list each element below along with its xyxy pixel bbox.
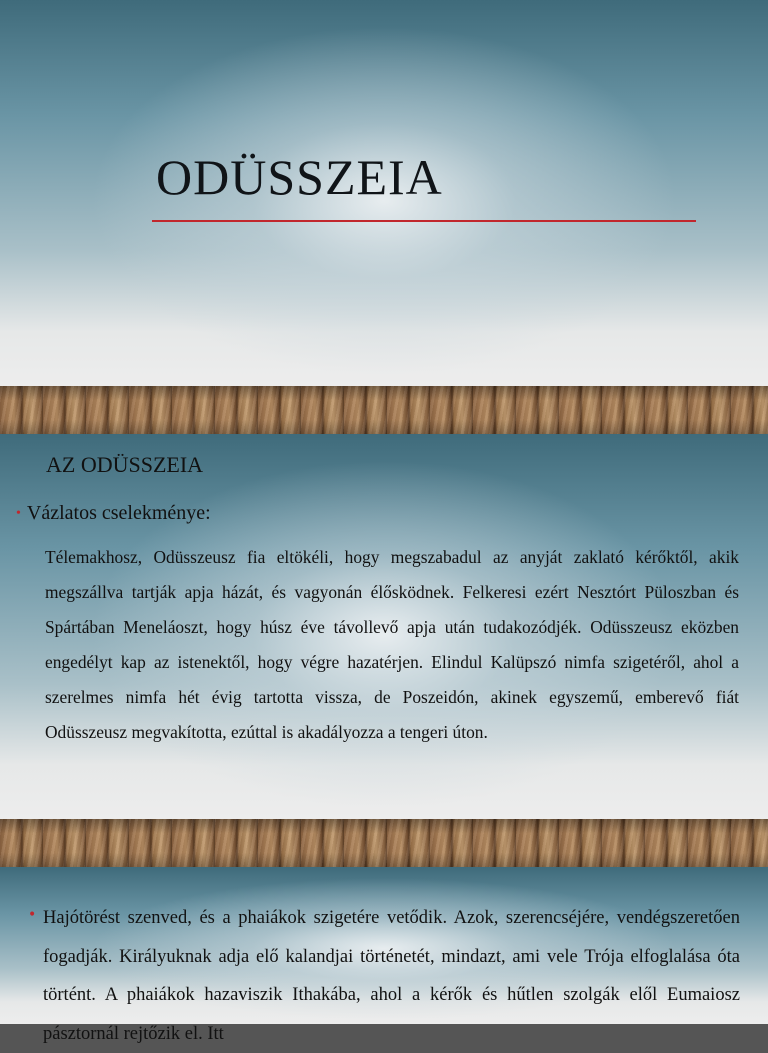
content-slide-continued: [0, 867, 768, 1044]
bullet-item: [16, 502, 211, 525]
bullet-icon: •: [28, 907, 37, 923]
slide-title: ODÜSSZEIA: [156, 149, 443, 205]
body-paragraph: Hajótörést szenved, és a phaiákok szigetére vetődik. Azok, szerencséjére, vendégszeretően fogadják. Királyuknak adja elő kalandjai történetét, mindazt, ami vele Trója elfoglalása óta történt. A phaiákok hazaviszik Ithakába, ahol a kérők és hűtlen szolgák elől Eumaiosz pásztornál rejtőzik el. Itt: [43, 908, 740, 1044]
body-paragraph: Télemakhosz, Odüsszeusz fia eltökéli, hogy megszabadul az anyját zaklató kérőktől, akik megszállva tartják apja házát, és vagyonán élősködnek. Felkeresi ezért Nesztórt Püloszban és Spártában Meneláoszt, hogy húsz éve távollevő apja után tudakozódjék. Odüsszeusz eközben engedélyt kap az istenektől, hogy végre hazatérjen. Elindul Kalüpszó nimfa szigetéről, ahol a szerelmes nimfa hét évig tartotta vissza, de Poszeidón, akinek egyszemű, emberevő fiát Odüsszeusz megvakította, ezúttal is akadályozza a tengeri úton.: [45, 547, 739, 742]
wood-floor-divider: [0, 819, 768, 867]
bullet-icon: •: [16, 506, 21, 521]
title-slide: [0, 0, 768, 386]
slide-heading: AZ ODÜSSZEIA: [46, 452, 204, 477]
title-underline: [152, 220, 696, 222]
content-slide: [0, 434, 768, 819]
wood-floor-divider: [0, 386, 768, 434]
bullet-text: Vázlatos cselekménye:: [26, 502, 211, 524]
